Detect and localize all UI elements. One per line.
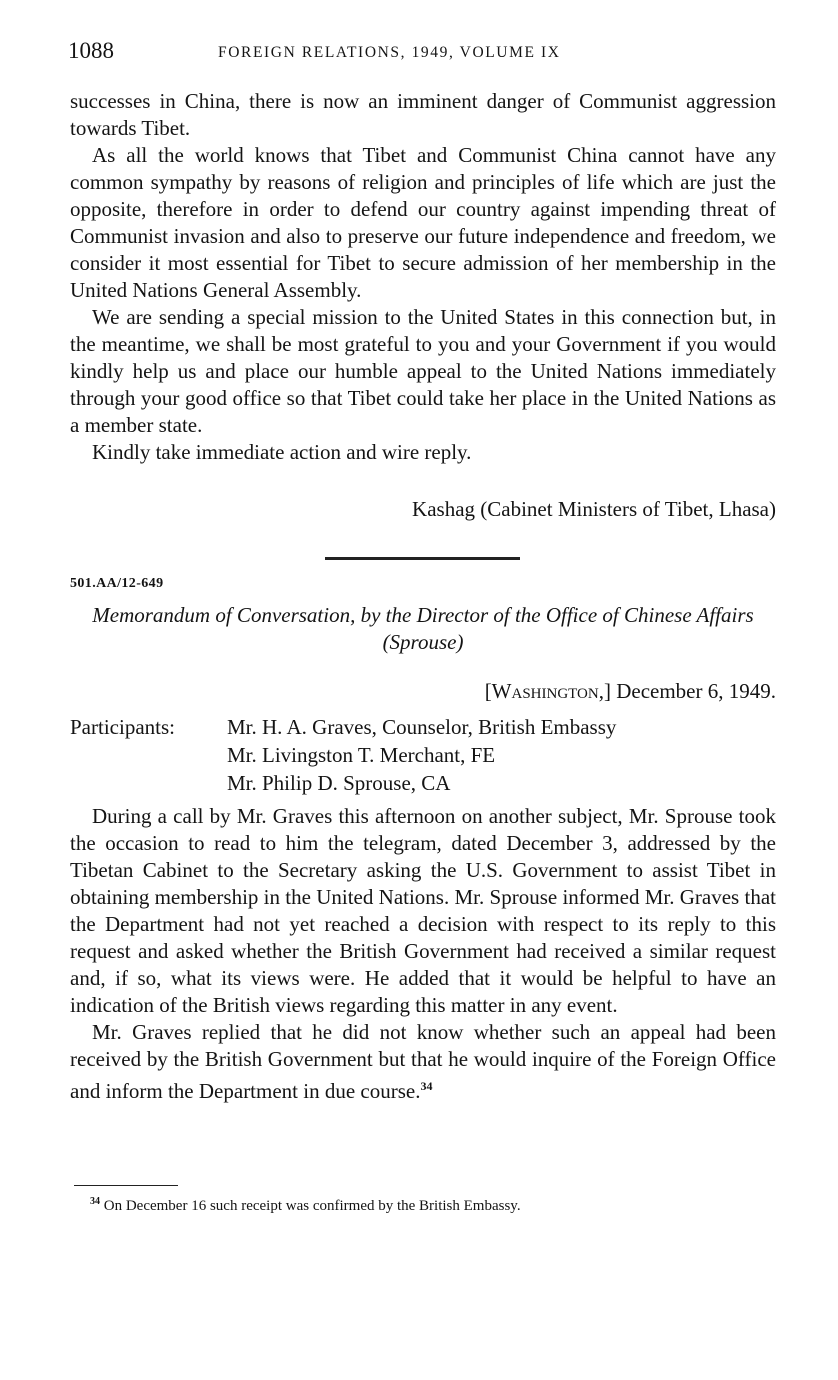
- paragraph: As all the world knows that Tibet and Communist China cannot have any common sympathy by reasons of religion and principles of life which are just the opposite, therefore in order to defend our country against impending threat of Communist invasion and also to preserve our future independence and freedom, we consider it most essential for Tibet to secure admission of her membership in the United Nations General Assembly.: [70, 143, 776, 302]
- running-head: [68, 38, 778, 68]
- footnote-reference: 34: [420, 1079, 433, 1093]
- paragraph-text: Mr. Graves replied that he did not know whether such an appeal had been received by the British Government but that he would inquire of the Foreign Office and inform the Department in due course.: [70, 1020, 776, 1103]
- paragraph: Kindly take immediate action and wire reply.: [92, 440, 472, 464]
- dateline-place: [Washington,]: [484, 679, 611, 703]
- participant: Mr. H. A. Graves, Counselor, British Embassy: [227, 715, 617, 739]
- participants-list: [227, 713, 616, 797]
- paragraph: During a call by Mr. Graves this afternoon on another subject, Mr. Sprouse took the occasion to read to him the telegram, dated December 3, addressed by the Tibetan Cabinet to the Secretary asking the U.S. Government to assist Tibet in obtaining membership in the United Nations. Mr. Sprouse informed Mr. Graves that the Department had not yet reached a decision with respect to its reply to this request and asked whether the British Government had received a similar request and, if so, what its views were. He added that it would be helpful to have an indication of the British views regarding this matter in any event.: [70, 804, 776, 1017]
- page-number: 1088: [68, 38, 114, 63]
- file-reference: 501.AA/12-649: [70, 576, 164, 591]
- footnote-divider: [74, 1185, 178, 1186]
- participant: Mr. Philip D. Sprouse, CA: [227, 771, 451, 795]
- dateline-date: December 6, 1949.: [616, 679, 776, 703]
- paragraph: We are sending a special mission to the United States in this connection but, in the meantime, we shall be most grateful to you and your Government if you would kindly help us and place our humble appeal to the United Nations immediately through your good office so that Tibet could take her place in the United Nations as a member state.: [70, 305, 776, 437]
- document-title: Memorandum of Conversation, by the Director of the Office of Chinese Affairs (Sprouse): [92, 603, 754, 654]
- section-divider: [325, 557, 520, 560]
- paragraph: successes in China, there is now an imminent danger of Communist aggression towards Tibet.: [70, 89, 776, 140]
- running-title: FOREIGN RELATIONS, 1949, VOLUME IX: [218, 44, 561, 61]
- footnote-marker: 34: [90, 1196, 100, 1207]
- memo-text: [70, 803, 776, 1105]
- paragraph: [70, 1019, 776, 1105]
- telegram-signature: Kashag (Cabinet Ministers of Tibet, Lhasa): [412, 497, 776, 521]
- participants-label: Participants:: [70, 715, 175, 739]
- dateline: [485, 679, 776, 704]
- telegram-text: [70, 88, 776, 466]
- participant: Mr. Livingston T. Merchant, FE: [227, 743, 496, 767]
- footnote-text: On December 16 such receipt was confirmed by the British Embassy.: [103, 1198, 521, 1214]
- footnote: [90, 1196, 521, 1215]
